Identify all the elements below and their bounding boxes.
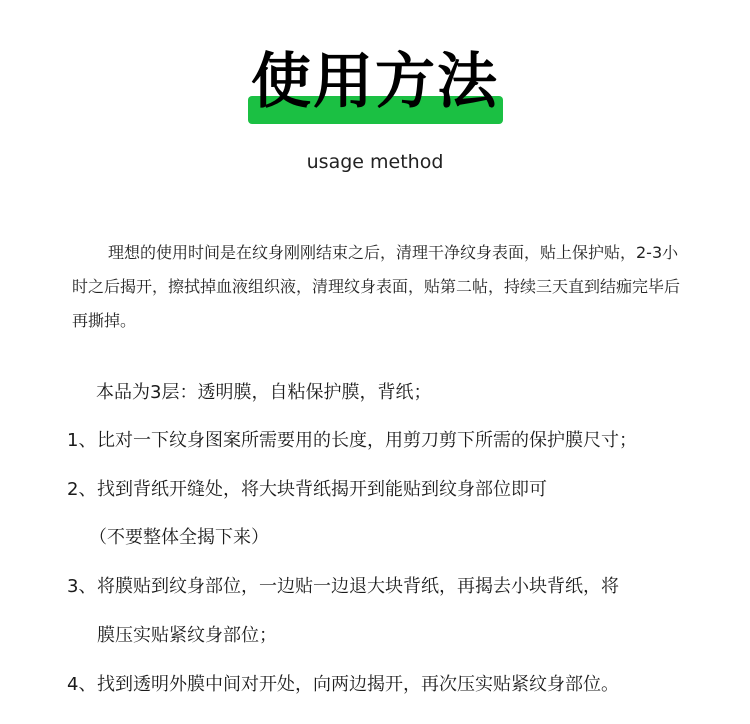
step-3-continuation: 膜压实贴紧纹身部位； (97, 625, 277, 646)
step-text: 找到透明外膜中间对开处，向两边揭开，再次压实贴紧纹身部位。 (97, 674, 619, 695)
intro-paragraph (72, 236, 684, 338)
intro-text: 理想的使用时间是在纹身刚刚结束之后，清理干净纹身表面，贴上保护贴，2-3小时之后揭开，擦拭掉血液组织液，清理纹身表面，贴第二帖，持续三天直到结痂完毕后再撕掉。 (72, 243, 681, 330)
step-text: 找到背纸开缝处，将大块背纸揭开到能贴到纹身部位即可 (97, 479, 547, 500)
step-3 (67, 575, 619, 599)
step-text: 比对一下纹身图案所需要用的长度，用剪刀剪下所需的保护膜尺寸； (97, 430, 637, 451)
step-2-continuation: （不要整体全揭下来） (89, 527, 269, 548)
step-text: 将膜贴到纹身部位，一边贴一边退大块背纸，再揭去小块背纸，将 (97, 576, 619, 597)
page-subtitle: usage method (306, 151, 444, 173)
step-2 (67, 478, 547, 502)
step-1 (67, 429, 637, 453)
step-number: 4、 (67, 674, 97, 695)
step-number: 1、 (67, 430, 97, 451)
title-block (0, 44, 750, 134)
page-title: 使用方法 (251, 47, 499, 117)
step-number: 2、 (67, 479, 97, 500)
step-4 (67, 673, 619, 697)
layers-note: 本品为3层：透明膜，自粘保护膜，背纸； (96, 382, 432, 403)
step-number: 3、 (67, 576, 97, 597)
